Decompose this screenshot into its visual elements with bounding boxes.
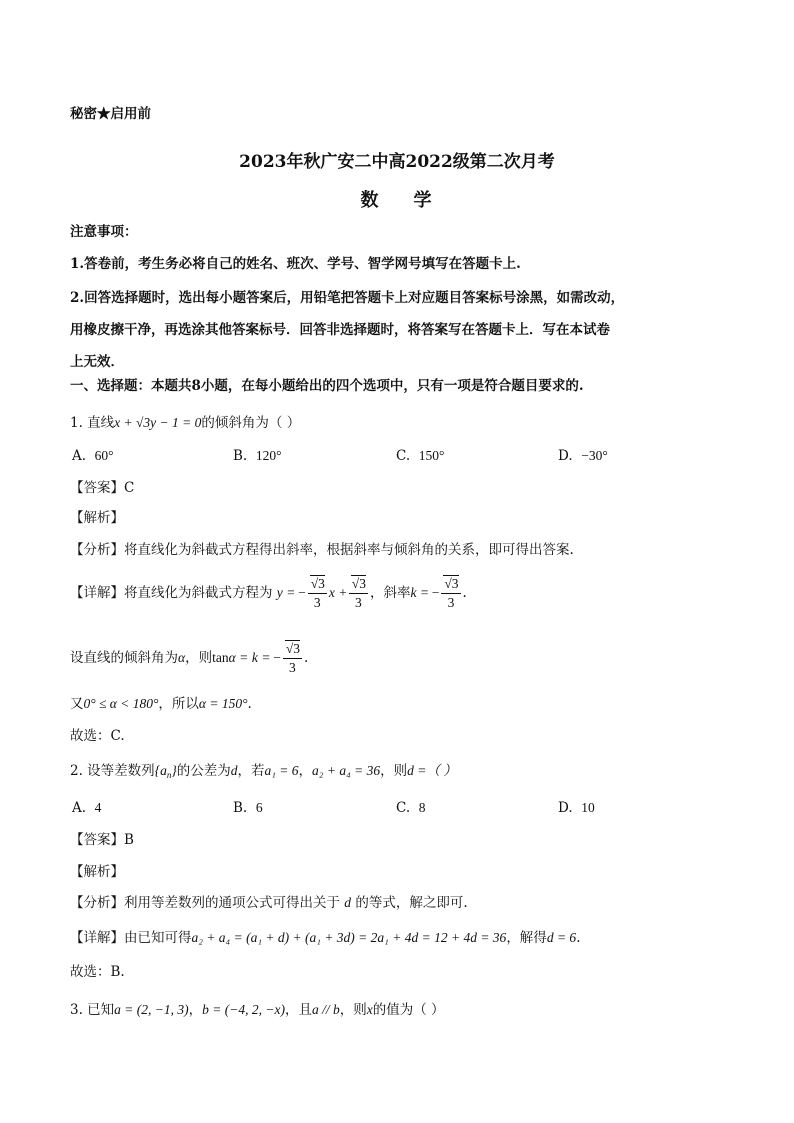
question-1-stem xyxy=(70,413,300,433)
section-1-heading: 一、选择题：本题共8小题，在每小题给出的四个选项中，只有一项是符合题目要求的. xyxy=(70,378,584,394)
question-2-option-a: A. 4 xyxy=(72,800,102,816)
question-1-option-b: B. 120° xyxy=(233,448,282,464)
answer-label: 【答案】 xyxy=(70,480,124,496)
question-1-option-c: C. 150° xyxy=(396,448,445,464)
question-2-analysis-label: 【解析】 xyxy=(70,864,124,880)
exam-title: 2023年秋广安二中高2022级第二次月考 xyxy=(239,152,555,172)
subject-title: 数 学 xyxy=(360,190,434,211)
question-2-option-c: C. 8 xyxy=(396,800,426,816)
notes-heading: 注意事项： xyxy=(70,224,138,240)
question-2-answer: 【答案】B xyxy=(70,832,134,848)
notes-item-2-line-2: 用橡皮擦干净，再选涂其他答案标号．回答非选择题时，将答案写在答题卡上．写在本试卷 xyxy=(70,322,610,338)
question-2-detail: 【详解】由已知可得a₂ + a₄ = (a₁ + d) + (a₁ + 3d) = 2a₁ + 4d = 12 + 4d = 36，解得d = 6. xyxy=(70,930,581,946)
question-1-detail-1: 【详解】将直线化为斜截式方程为 y = − $\frac{√3}{3}$ x + $\frac{√3}{3}$ ，斜率k = − $\frac{√3}{3}$ . xyxy=(70,576,467,610)
notes-item-1: 1.答卷前，考生务必将自己的姓名、班次、学号、智学网号填写在答题卡上. xyxy=(70,256,521,272)
question-2-option-d: D. 10 xyxy=(558,800,595,816)
question-2-stem: 2. 设等差数列$\{a_n\}$的公差为d，若a₁ = 6，a₂ + a₄ = 36，则d =（ ） xyxy=(70,763,457,780)
question-1-detail-3: 又0° ≤ α < 180°，所以α = 150°. xyxy=(70,696,252,712)
question-1-answer xyxy=(70,478,134,498)
question-1-number: 1. 直线 xyxy=(70,415,115,431)
notes-item-2-line-1: 2.回答选择题时，选出每小题答案后，用铅笔把答题卡上对应题目答案标号涂黑，如需改动， xyxy=(70,290,625,306)
notes-item-2-line-3: 上无效． xyxy=(70,354,124,370)
question-1-tail: 的倾斜角为（ ） xyxy=(201,415,301,431)
question-1-option-d: D. −30° xyxy=(558,448,608,464)
question-1-analysis-label: 【解析】 xyxy=(70,510,124,526)
question-2-fenxi: 【分析】利用等差数列的通项公式可得出关于 d 的等式，解之即可. xyxy=(70,895,468,911)
question-1-conclusion: 故选：C. xyxy=(70,728,125,744)
question-2-conclusion: 故选：B. xyxy=(70,964,125,980)
question-1-option-a: A. 60° xyxy=(72,448,114,464)
secret-label: 秘密★启用前 xyxy=(70,106,151,122)
question-1-detail-2: 设直线的倾斜角为α，则tanα = k = − $\frac{√3}{3}$ . xyxy=(70,641,309,675)
question-2-option-b: B. 6 xyxy=(233,800,263,816)
question-3-stem: 3. 已知a = (2, −1, 3)，b = (−4, 2, −x)，且a // b，则x的值为（ ） xyxy=(70,1002,445,1018)
question-1-answer-value: C xyxy=(124,480,135,496)
question-1-fenxi: 【分析】将直线化为斜截式方程得出斜率，根据斜率与倾斜角的关系，即可得出答案. xyxy=(70,542,574,558)
question-1-math: x + √3y − 1 = 0 xyxy=(114,415,202,430)
